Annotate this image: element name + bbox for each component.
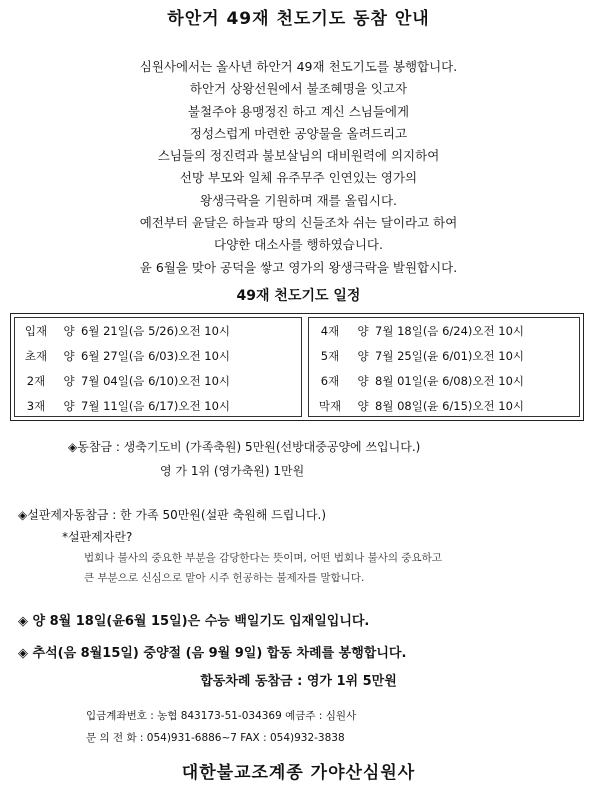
page-title: 하안거 49재 천도기도 동참 안내 <box>167 9 430 29</box>
schedule-row <box>15 368 301 393</box>
schedule-row <box>15 343 301 368</box>
contact-phone: 문 의 전 화 : 054)931-6886~7 FAX : 054)932-3838 <box>86 732 345 744</box>
notice-chuseok: ◈ 추석(음 8월15일) 중양절 (음 9월 9일) 합동 차례를 봉행합니다. <box>18 646 407 661</box>
rite-date: 7월 11일(음 6/17)오전 10시 <box>81 398 231 413</box>
rite-name: 초재 <box>24 348 48 363</box>
rite-name: 5재 <box>320 348 340 363</box>
rite-date: 6월 21일(음 5/26)오전 10시 <box>81 323 231 338</box>
schedule-column-left <box>14 317 302 417</box>
schedule-row <box>15 393 301 418</box>
rite-date: 8월 01일(윤 6/08)오전 10시 <box>375 373 525 388</box>
rite-name: 6재 <box>320 373 340 388</box>
joint-ritual-fee: 합동차례 동참금 : 영가 1위 5만원 <box>200 674 397 689</box>
calendar-type: 양 <box>63 398 75 413</box>
intro-line: 다양한 대소사를 행하였습니다. <box>214 237 383 253</box>
calendar-type: 양 <box>357 323 369 338</box>
calendar-type: 양 <box>357 398 369 413</box>
intro-line: 왕생극락을 기원하며 재를 올립시다. <box>199 192 398 208</box>
intro-line: 선망 부모와 일체 유주무주 인연있는 영가의 <box>179 170 418 186</box>
rite-name: 2재 <box>26 373 46 388</box>
rite-date: 8월 08일(윤 6/15)오전 10시 <box>375 398 525 413</box>
seolpan-question: *설판제자란? <box>62 530 133 544</box>
schedule-table <box>10 313 584 421</box>
seolpan-donation-line: ◈설판제자동참금 : 한 가족 50만원(설판 축원해 드립니다.) <box>18 508 327 522</box>
schedule-title: 49재 천도기도 일정 <box>236 288 361 304</box>
intro-paragraph <box>40 56 557 279</box>
intro-line: 예전부터 윤달은 하늘과 땅의 신들조차 쉬는 달이라고 하여 <box>139 215 458 231</box>
intro-line: 정성스럽게 마련한 공양물을 올려드리고 <box>189 125 408 141</box>
schedule-row <box>309 318 579 343</box>
seolpan-description: 법회나 불사의 중요한 부분을 감당한다는 뜻이며, 어떤 법회나 불사의 중요하고 <box>84 552 442 564</box>
rite-name: 3재 <box>26 398 46 413</box>
schedule-row <box>309 368 579 393</box>
calendar-type: 양 <box>63 373 75 388</box>
schedule-column-right <box>308 317 580 417</box>
donation-line: ◈동참금 : 생축기도비 (가족축원) 5만원(선방대중공양에 쓰입니다.) <box>68 440 421 454</box>
schedule-row <box>309 393 579 418</box>
schedule-row <box>309 343 579 368</box>
rite-name: 4재 <box>320 323 340 338</box>
intro-line: 윤 6월을 맞아 공덕을 쌓고 영가의 왕생극락을 발원합시다. <box>139 259 458 275</box>
schedule-row <box>15 318 301 343</box>
intro-line: 하안거 상왕선원에서 불조혜명을 잇고자 <box>189 81 408 97</box>
temple-name: 대한불교조계종 가야산심원사 <box>181 763 416 783</box>
bank-account: 입금계좌번호 : 농협 843173-51-034369 예금주 : 심원사 <box>86 710 357 722</box>
calendar-type: 양 <box>63 323 75 338</box>
calendar-type: 양 <box>63 348 75 363</box>
rite-name: 막재 <box>318 398 342 413</box>
seolpan-description: 큰 부분으로 신심으로 맡아 시주 헌공하는 불제자를 말합니다. <box>84 572 365 584</box>
rite-date: 7월 18일(음 6/24)오전 10시 <box>375 323 525 338</box>
calendar-type: 양 <box>357 373 369 388</box>
rite-name: 입재 <box>24 323 48 338</box>
notice-suneung: ◈ 양 8월 18일(윤6월 15일)은 수능 백일기도 입재일입니다. <box>18 614 370 629</box>
rite-date: 7월 04일(음 6/10)오전 10시 <box>81 373 231 388</box>
intro-line: 불철주야 용맹정진 하고 계신 스님들에게 <box>187 103 410 119</box>
rite-date: 7월 25일(윤 6/01)오전 10시 <box>375 348 525 363</box>
donation-spirit-line: 영 가 1위 (영가축원) 1만원 <box>160 464 305 478</box>
calendar-type: 양 <box>357 348 369 363</box>
intro-line: 스님들의 정진력과 불보살님의 대비원력에 의지하여 <box>157 148 440 164</box>
rite-date: 6월 27일(음 6/03)오전 10시 <box>81 348 231 363</box>
intro-line: 심원사에서는 올사년 하안거 49재 천도기도를 봉행합니다. <box>139 59 458 74</box>
